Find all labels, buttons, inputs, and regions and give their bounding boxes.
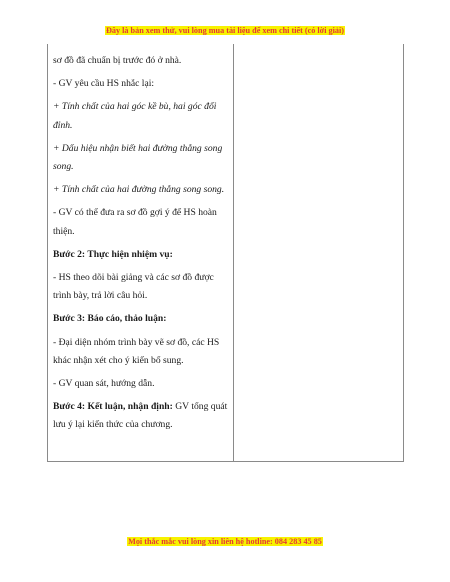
preview-banner-text: Đây là bản xem thử, vui lòng mua tài liệu để xem chi tiết (có lời giải) <box>105 26 344 35</box>
text-paragraph: sơ đồ đã chuẩn bị trước đó ở nhà. <box>53 55 182 66</box>
hotline-banner-text: Mọi thắc mắc vui lòng xin liên hệ hotline: 084 283 45 85 <box>128 537 322 546</box>
left-column <box>53 52 231 440</box>
hotline-banner <box>0 537 450 546</box>
italic-paragraph: + Dấu hiệu nhận biết hai đường thẳng song song. <box>53 142 223 173</box>
text-paragraph: - GV quan sát, hướng dẫn. <box>53 378 155 390</box>
text-paragraph: - HS theo dõi bài giảng và các sơ đồ được trình bày, trả lời câu hỏi. <box>53 272 214 302</box>
text-paragraph: - GV có thể đưa ra sơ đồ gợi ý để HS hoàn thiện. <box>53 207 217 237</box>
step4-paragraph <box>53 398 231 434</box>
step-heading: Bước 2: Thực hiện nhiệm vụ: <box>53 248 173 260</box>
text-paragraph: - GV yêu cầu HS nhắc lại: <box>53 78 155 90</box>
step4-text: GV tổng quát lưu ý lại kiến thức của chương. <box>53 401 228 431</box>
step-heading: Bước 3: Báo cáo, thảo luận: <box>53 313 167 325</box>
lesson-table <box>47 44 404 462</box>
italic-paragraph: + Tính chất của hai góc kề bù, hai góc đối đỉnh. <box>53 101 217 131</box>
text-paragraph: - Đại diện nhóm trình bày vẽ sơ đồ, các HS khác nhận xét cho ý kiến bổ sung. <box>53 336 220 366</box>
italic-paragraph: + Tính chất của hai đường thẳng song song. <box>53 184 225 196</box>
preview-banner <box>0 26 450 35</box>
column-divider <box>233 44 234 461</box>
step-heading: Bước 4: Kết luận, nhận định: <box>53 401 173 413</box>
